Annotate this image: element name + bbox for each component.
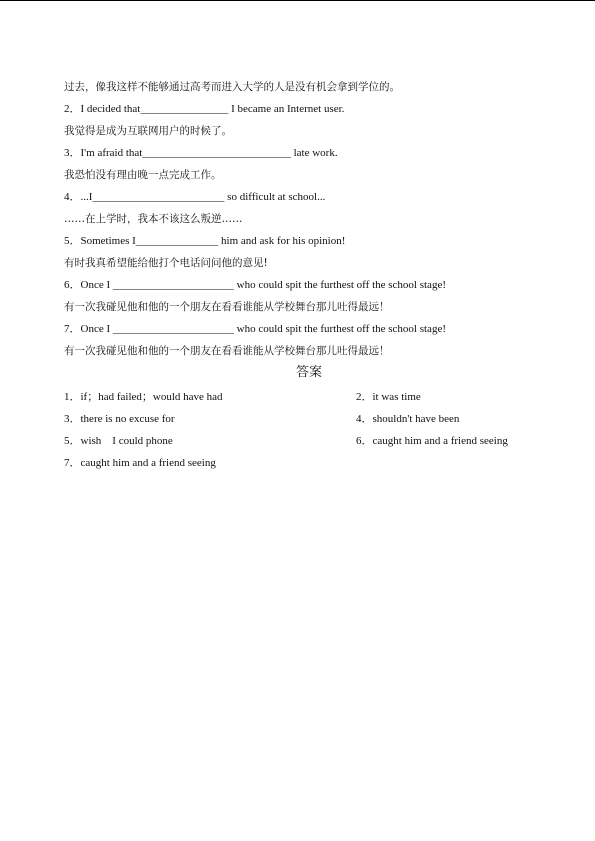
exercise-item-7-translation: 有一次我碰见他和他的一个朋友在看看谁能从学校舞台那儿吐得最远！ (64, 345, 390, 357)
answer-6: 6．caught him and a friend seeing (356, 435, 508, 447)
answer-3: 3．there is no excuse for (64, 413, 175, 425)
worksheet-page (64, 76, 544, 474)
answer-1: 1．if；had failed；would have had (64, 391, 223, 403)
answer-row (64, 452, 544, 474)
answer-5: 5．wish I could phone (64, 435, 173, 447)
exercise-item-2-translation: 我觉得是成为互联网用户的时候了。 (64, 125, 232, 137)
exercise-item-4: 4．...I________________________ so difficult at school... (64, 191, 326, 203)
exercise-item-6-translation: 有一次我碰见他和他的一个朋友在看看谁能从学校舞台那儿吐得最远！ (64, 301, 390, 313)
answer-row (64, 430, 544, 452)
answer-7: 7．caught him and a friend seeing (64, 457, 216, 469)
exercise-item-3: 3．I'm afraid that___________________________ late work. (64, 147, 338, 159)
exercise-item-2: 2．I decided that________________ I became an Internet user. (64, 103, 345, 115)
answers-heading: 答案 (295, 365, 322, 380)
exercise-item-4-translation: ……在上学时，我本不该这么叛逆…… (64, 213, 243, 225)
exercise-item-5-translation: 有时我真希望能给他打个电话问问他的意见! (64, 257, 268, 269)
answer-row (64, 386, 544, 408)
answer-row (64, 408, 544, 430)
intro-translation: 过去，像我这样不能够通过高考而进入大学的人是没有机会拿到学位的。 (64, 81, 400, 93)
answer-4: 4．shouldn't have been (356, 413, 460, 425)
exercise-item-6: 6．Once I ______________________ who could spit the furthest off the school stage! (64, 279, 446, 291)
header-rule (0, 0, 595, 1)
exercise-item-5: 5．Sometimes I_______________ him and ask for his opinion! (64, 235, 346, 247)
answer-2: 2．it was time (356, 391, 421, 403)
exercise-item-7: 7．Once I ______________________ who could spit the furthest off the school stage! (64, 323, 446, 335)
exercise-item-3-translation: 我恐怕没有理由晚一点完成工作。 (64, 169, 222, 181)
